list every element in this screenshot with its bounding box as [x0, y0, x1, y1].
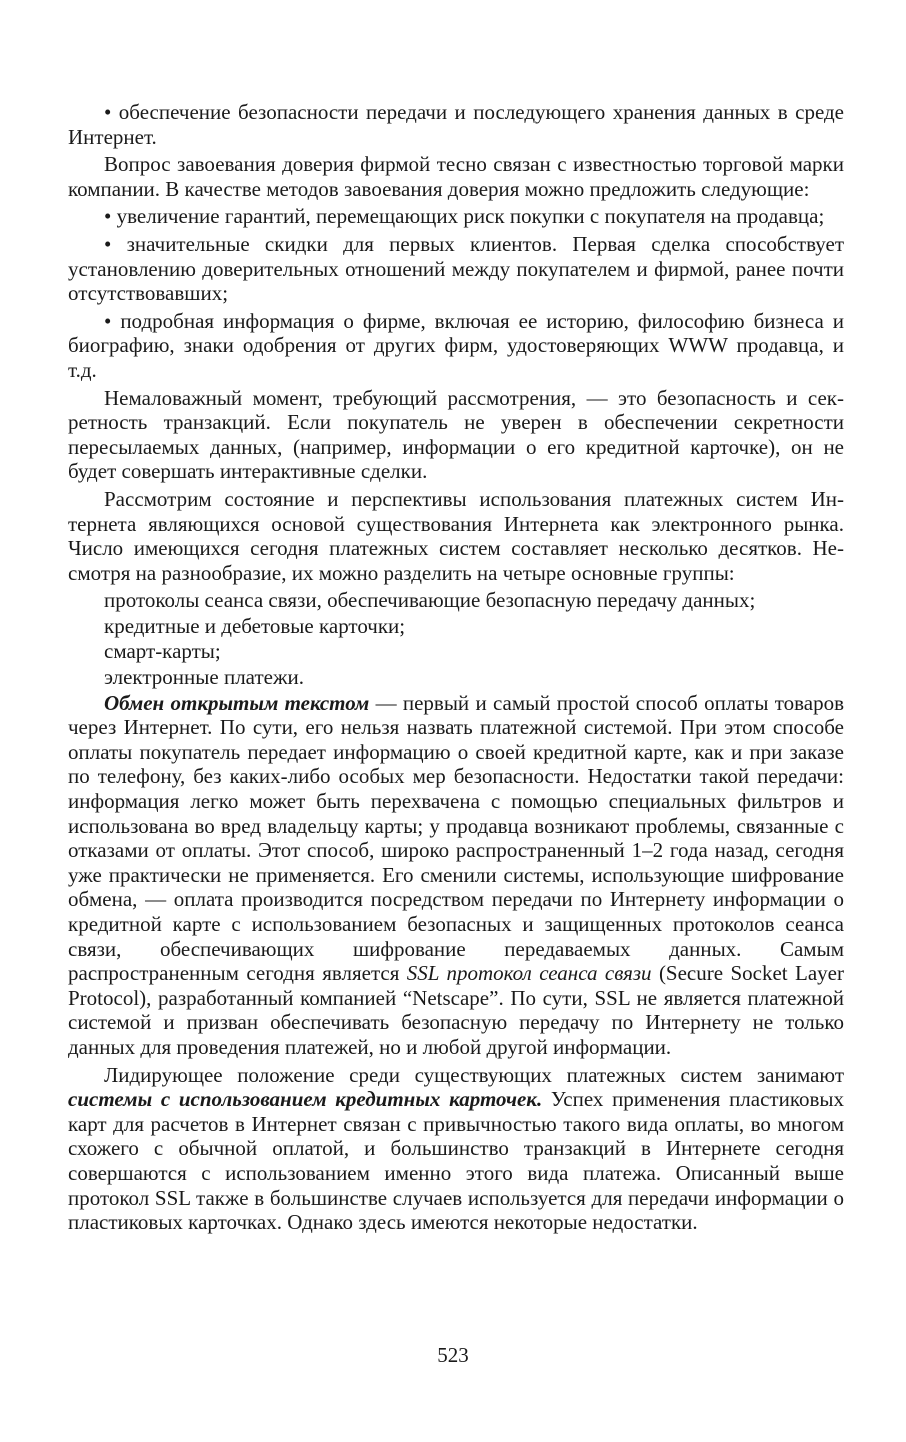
paragraph-payment-systems: Рассмотрим состояние и перспективы использования платежных систем Интернета являющихся основой существования Интернета как электронного рынка. Число имеющихся сегодня платежных систем составляет несколько десятков. Несмотря на разнообразие, их можно разделить на четыре основные группы: [68, 486, 844, 585]
paragraph-transaction-security: Немаловажный момент, требующий рассмотрения, — это безопасность и секретность транзакций. Если покупатель не уверен в обеспечении секретности пересылаемых данных, (например, информации о его кредитной карточке), он не будет совершать интерактивные сделки. [68, 385, 844, 484]
paragraph-open-text-part-b: (Secure Socket Layer Protocol), разработанный компанией “Netscape”. По сути, SSL не является платежной системой и призван обеспечивать безопасную передачу по Интернету не только данных для проведения платежей, но и любой другой информации. [68, 961, 844, 1059]
page-number: 523 [437, 1343, 469, 1367]
bullet-item-company-info: • подробная информация о фирме, включая ее историю, философию бизнеса и биографию, знаки одобрения от других фирм, удостоверяющих WWW продавца, и т.д. [68, 308, 844, 382]
paragraph-credit-card-systems [68, 1063, 844, 1235]
paragraph-open-text [68, 691, 844, 1060]
paragraph-credit-card-part-a: Лидирующее положение среди существующих платежных систем занимают [104, 1062, 844, 1087]
bullet-item-guarantees: • увеличение гарантий, перемещающих риск покупки с покупателя на продавца; [104, 204, 825, 229]
bullet-item-discounts: • значительные скидки для первых клиентов. Первая сделка способствует установлению доверительных отношений между покупателем и фирмой, ранее почти отсутствовавших; [68, 231, 844, 306]
term-credit-card-systems: системы с использованием кредитных карточек. [68, 1087, 543, 1112]
term-open-text: Обмен открытым текстом [104, 690, 370, 715]
paragraph-trust: Вопрос завоевания доверия фирмой тесно связан с известностью торговой марки компании. В качестве методов завоевания доверия можно предложить следующие: [68, 152, 844, 201]
paragraph-open-text-part-a: — первый и самый простой способ оплаты товаров через Интернет. По сути, его нельзя назвать платежной системой. При этом способе оплаты покупатель передает информацию о своей кредитной карте, как и при заказе по телефону, без каких-либо особых мер безопасности. Недостатки такой передачи: информация легко может быть перехвачена с помощью специальных фильтров и использована во вред владельцу карты; у продавца возникают проблемы, связанные с отказами от оплаты. Этот способ, широко распространенный 1–2 года назад, сегодня уже практически не применяется. Его сменили системы, использующие шифрование обмена, — оплата производится посредством передачи по Интернету информации о кредитной карте с использованием безопасных и защищенных протоколов сеанса связи, обеспечивающих шифрование передаваемых данных. Самым распространенным сегодня является [68, 690, 844, 986]
list-item-protocols: протоколы сеанса связи, обеспечивающие безопасную передачу данных; [104, 588, 756, 613]
bullet-item-security: • обеспечение безопасности передачи и последующего хранения данных в среде Интернет. [68, 100, 844, 149]
list-item-e-payments: электронные платежи. [104, 665, 304, 690]
term-ssl-protocol: SSL протокол сеанса связи [406, 961, 652, 986]
paragraph-credit-card-part-b: Успех применения пластиковых карт для расчетов в Интернет связан с привычностью такого вида оплаты, во многом схожего с обычной оплатой, и большинство транзакций в Интернете сегодня совершаются с использованием именно этого вида платежа. Описанный выше протокол SSL также в большинстве случаев используется для передачи информации о пластиковых карточках. Однако здесь имеются некоторые недостатки. [68, 1087, 844, 1235]
list-item-cards: кредитные и дебетовые карточки; [104, 613, 406, 638]
body-text [68, 100, 844, 1235]
list-item-smart-cards: смарт-карты; [104, 639, 221, 664]
